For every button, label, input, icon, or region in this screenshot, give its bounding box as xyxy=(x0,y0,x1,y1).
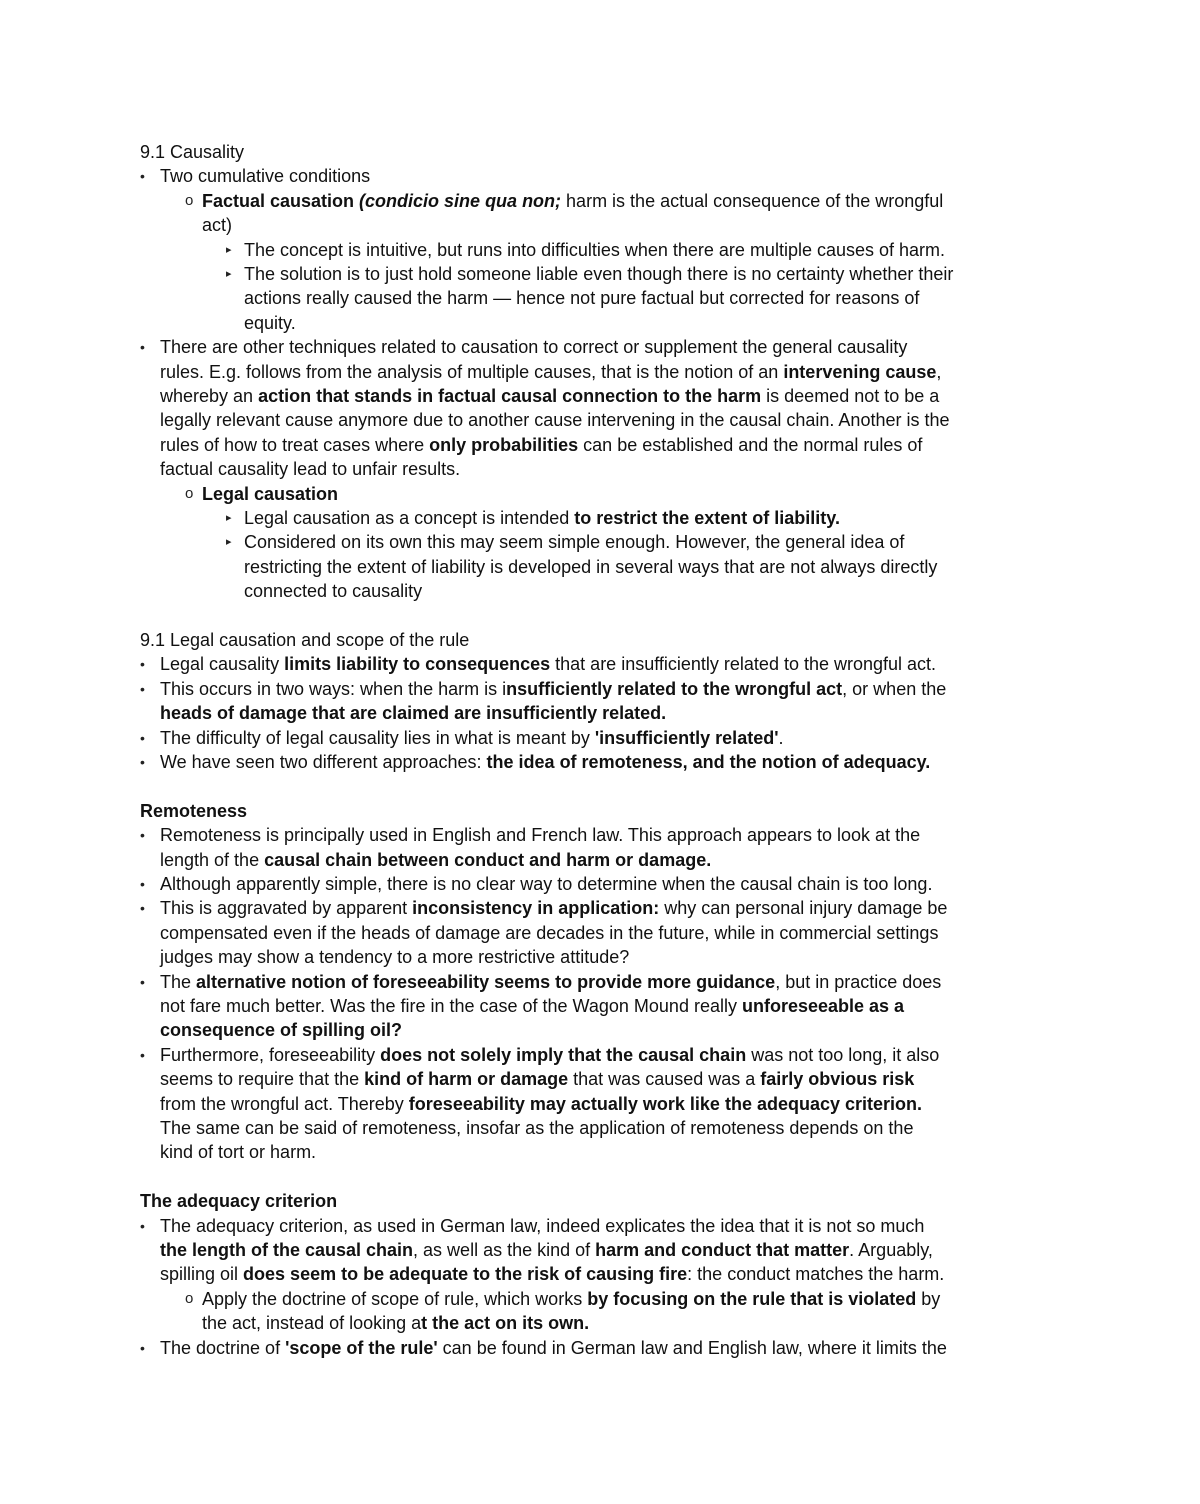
text-line xyxy=(160,652,936,676)
text-segment: actions really caused the harm — hence not pure factual but corrected for reasons of xyxy=(244,288,920,309)
bold-text-segment: 'insufficiently related' xyxy=(594,727,779,748)
bold-text-segment: limits liability to consequences xyxy=(284,654,551,675)
text-line xyxy=(160,1116,913,1140)
text-segment: that was caused was a xyxy=(568,1069,761,1090)
bullet-marker: • xyxy=(140,1339,145,1356)
bullet-marker: ▸ xyxy=(226,512,232,524)
text-line xyxy=(202,189,943,213)
bold-text-segment: intervening cause xyxy=(783,361,937,382)
bold-text-segment: 'scope of the rule' xyxy=(285,1337,438,1358)
bold-text-segment: alternative notion of foreseeability seems to provide more guidance xyxy=(196,971,776,992)
bullet-marker: • xyxy=(140,729,145,746)
bullet-marker: • xyxy=(140,876,145,892)
bullet-marker: ▸ xyxy=(226,268,232,280)
bold-text-segment: by focusing on the rule that is violated xyxy=(587,1288,917,1309)
text-segment: is deemed not to be a xyxy=(761,386,940,406)
text-segment: judges may show a tendency to a more restrictive attitude? xyxy=(160,947,630,968)
text-line xyxy=(160,823,920,847)
text-segment: by xyxy=(916,1288,941,1309)
text-line xyxy=(160,1092,922,1116)
text-segment: Apply the doctrine of scope of rule, which works xyxy=(202,1288,588,1309)
section-heading: The adequacy criterion xyxy=(140,1191,338,1212)
bold-text-segment: heads of damage that are claimed are insufficiently related. xyxy=(160,703,667,724)
text-line xyxy=(202,1311,589,1335)
text-segment: was not too long, it also xyxy=(746,1044,940,1065)
bullet-marker: • xyxy=(140,1046,145,1063)
text-line xyxy=(160,433,922,457)
text-line xyxy=(160,164,370,188)
bullet-marker: • xyxy=(140,973,145,990)
text-segment: , but in practice does xyxy=(775,971,942,992)
bullet-marker: o xyxy=(185,484,194,502)
bullet-marker: ▸ xyxy=(226,243,232,256)
bold-text-segment: inconsistency in application: xyxy=(412,898,660,919)
text-line xyxy=(244,555,937,579)
text-segment: rules. E.g. follows from the analysis of multiple causes, that is the notion of an xyxy=(160,361,784,382)
text-segment: equity. xyxy=(244,312,296,333)
text-segment: . Arguably, xyxy=(849,1240,933,1260)
text-segment: Remoteness is principally used in English and French law. This approach appears to look at the xyxy=(160,825,921,846)
text-line xyxy=(160,970,941,994)
text-segment: that are insufficiently related to the wrongful act. xyxy=(550,654,937,675)
text-segment: The solution is to just hold someone liable even though there is no certainty whether their xyxy=(244,264,954,284)
bold-text-segment: Legal causation xyxy=(202,483,339,504)
text-segment: , xyxy=(936,361,942,382)
text-segment: This is aggravated by apparent xyxy=(160,898,413,919)
text-segment: can be found in German law and English law, where it limits the xyxy=(437,1337,947,1358)
bold-text-segment: only probabilities xyxy=(429,434,579,455)
text-segment: Two cumulative conditions xyxy=(160,166,371,187)
text-segment: This occurs in two ways: when the harm is i xyxy=(160,678,507,699)
text-line xyxy=(160,360,941,384)
text-segment: kind of tort or harm. xyxy=(160,1142,317,1163)
text-segment: harm is the actual consequence of the wrongful xyxy=(561,190,944,211)
text-segment: rules of how to treat cases where xyxy=(160,434,430,455)
text-line xyxy=(244,530,904,554)
bullet-marker: o xyxy=(185,191,194,209)
text-segment: Legal causation as a concept is intended xyxy=(244,508,575,528)
text-segment: seems to require that the xyxy=(160,1069,365,1090)
text-line xyxy=(160,1262,944,1286)
text-segment: compensated even if the heads of damage are decades in the future, while in commercial settings xyxy=(160,922,939,943)
bold-text-segment: fairly obvious risk xyxy=(760,1069,915,1090)
text-segment: Although apparently simple, there is no clear way to determine when the causal chain is too long. xyxy=(160,874,933,894)
text-segment: can be established and the normal rules of xyxy=(578,434,923,455)
text-line xyxy=(202,1287,940,1311)
text-line xyxy=(160,677,946,701)
bold-text-segment: (condicio sine qua non; xyxy=(359,190,562,211)
text-segment: the act, instead of looking a xyxy=(202,1313,422,1334)
text-line xyxy=(160,994,904,1018)
text-line xyxy=(244,238,945,262)
text-line xyxy=(160,335,907,359)
text-line xyxy=(244,579,422,603)
text-line xyxy=(160,701,666,725)
text-line xyxy=(160,408,950,432)
text-segment: why can personal injury damage be xyxy=(659,898,948,919)
text-segment: The difficulty of legal causality lies in what is meant by xyxy=(160,727,595,748)
section-heading: Remoteness xyxy=(140,800,248,821)
text-line xyxy=(160,1067,914,1091)
text-segment: : the conduct matches the harm. xyxy=(687,1264,945,1285)
text-segment: length of the xyxy=(160,849,265,870)
text-segment: connected to causality xyxy=(244,581,423,602)
text-line xyxy=(160,872,932,896)
text-line xyxy=(160,848,711,872)
bold-text-segment: consequence of spilling oil? xyxy=(160,1020,403,1041)
bold-text-segment: to restrict the extent of liability. xyxy=(574,508,840,528)
text-segment: not fare much better. Was the fire in the case of the Wagon Mound really xyxy=(160,996,742,1016)
bullet-marker: • xyxy=(140,656,145,673)
bold-text-segment: does seem to be adequate to the risk of causing fire xyxy=(243,1264,688,1285)
text-segment: from the wrongful act. Thereby xyxy=(160,1093,409,1114)
text-segment: Considered on its own this may seem simple enough. However, the general idea of xyxy=(244,532,905,553)
section-heading: 9.1 Causality xyxy=(140,142,245,162)
bold-text-segment: unforeseeable as a xyxy=(741,996,905,1016)
text-line xyxy=(160,1214,924,1238)
bold-text-segment: foreseeability may actually work like the adequacy criterion. xyxy=(408,1093,923,1114)
bold-text-segment: kind of harm or damage xyxy=(364,1069,569,1090)
bullet-marker: • xyxy=(140,1217,145,1234)
bullet-marker: • xyxy=(140,827,145,844)
bullet-marker: ▸ xyxy=(226,536,232,549)
bullet-marker: • xyxy=(140,680,145,697)
text-segment: The same can be said of remoteness, insofar as the application of remoteness depends on the xyxy=(160,1118,914,1138)
text-line xyxy=(202,482,338,506)
bullet-marker: o xyxy=(185,1289,194,1307)
section-heading: 9.1 Legal causation and scope of the rule xyxy=(140,630,470,650)
bold-text-segment: t the act on its own. xyxy=(421,1313,590,1334)
text-segment: restricting the extent of liability is developed in several ways that are not always directly xyxy=(244,556,938,577)
text-segment: whereby an xyxy=(160,386,259,406)
text-line xyxy=(244,262,953,286)
text-line xyxy=(160,1043,939,1067)
bold-text-segment: action that stands in factual causal connection to the harm xyxy=(258,386,762,406)
bullet-marker: • xyxy=(140,900,145,917)
text-line xyxy=(160,1336,947,1360)
text-segment: Legal causality xyxy=(160,654,285,675)
text-segment: The doctrine of xyxy=(160,1337,286,1358)
text-segment: , or when the xyxy=(842,678,947,699)
bold-text-segment: harm and conduct that matter xyxy=(595,1240,850,1260)
text-line xyxy=(202,213,232,237)
bold-text-segment: causal chain between conduct and harm or damage. xyxy=(264,849,712,870)
bold-text-segment: Factual causation xyxy=(202,190,360,211)
text-line xyxy=(160,921,938,945)
bold-text-segment: the length of the causal chain xyxy=(160,1240,414,1260)
text-segment: spilling oil xyxy=(160,1264,244,1285)
text-segment: act) xyxy=(202,215,233,236)
text-segment: The adequacy criterion, as used in German law, indeed explicates the idea that it is not so much xyxy=(160,1215,925,1236)
text-segment: legally relevant cause anymore due to another cause intervening in the causal chain. Another is the xyxy=(160,410,950,431)
text-line xyxy=(160,384,939,408)
text-segment: We have seen two different approaches: xyxy=(160,752,487,772)
bold-text-segment: the idea of remoteness, and the notion of adequacy. xyxy=(486,752,931,772)
text-line xyxy=(160,457,460,481)
text-line xyxy=(160,1140,316,1164)
bullet-marker: • xyxy=(140,168,145,185)
text-line xyxy=(244,286,919,310)
text-line xyxy=(160,750,930,774)
text-line xyxy=(160,1238,933,1262)
text-segment: There are other techniques related to causation to correct or supplement the general causality xyxy=(160,337,908,358)
bullet-marker: • xyxy=(140,754,145,770)
bold-text-segment: does not solely imply that the causal chain xyxy=(380,1044,747,1065)
text-segment: . xyxy=(778,727,784,748)
text-line xyxy=(160,945,629,969)
bullet-marker: • xyxy=(140,339,145,356)
bold-text-segment: nsufficiently related to the wrongful act xyxy=(506,678,843,699)
text-line xyxy=(160,896,947,920)
text-segment: The xyxy=(160,971,197,992)
text-line xyxy=(244,311,296,335)
text-line xyxy=(244,506,840,530)
text-segment: Furthermore, foreseeability xyxy=(160,1044,381,1065)
text-segment: , as well as the kind of xyxy=(413,1240,596,1260)
text-line xyxy=(160,1018,402,1042)
text-segment: The concept is intuitive, but runs into difficulties when there are multiple causes of harm. xyxy=(244,239,946,260)
text-line xyxy=(160,726,784,750)
text-segment: factual causality lead to unfair results. xyxy=(160,459,461,480)
